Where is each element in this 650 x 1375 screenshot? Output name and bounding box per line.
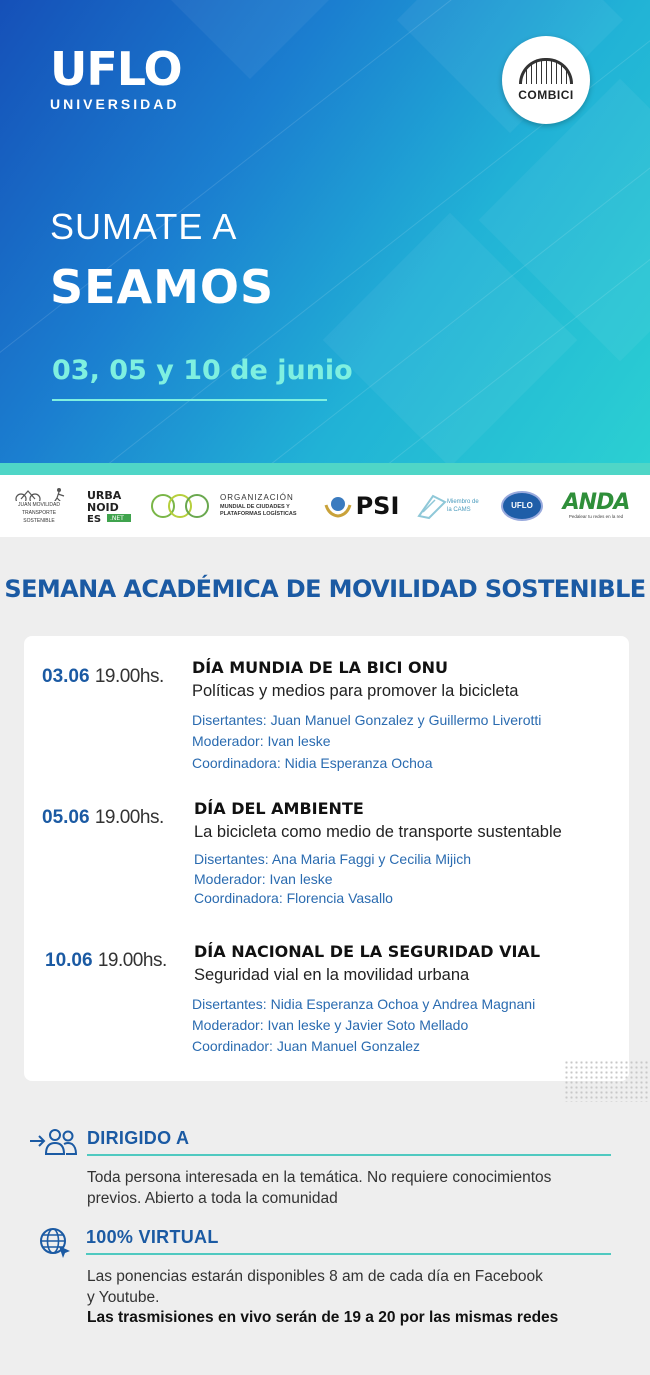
org-mundial-title: ORGANIZACIÓN xyxy=(220,493,294,502)
event-subtitle: Seguridad vial en la movilidad urbana xyxy=(194,966,470,984)
event-moderator: Moderador: Ivan leske xyxy=(194,871,333,887)
anda-text: ANDA xyxy=(562,490,630,515)
event-title: DÍA NACIONAL DE LA SEGURIDAD VIAL xyxy=(194,942,541,961)
event-date xyxy=(42,807,164,829)
hero-line-1: SUMATE A xyxy=(50,206,238,247)
rings-logo xyxy=(146,487,214,525)
combici-badge xyxy=(502,36,590,124)
globe-cursor-icon xyxy=(38,1226,72,1260)
uflo-small-text: UFLO xyxy=(501,491,543,521)
anda-logo xyxy=(556,487,636,525)
svg-text:ES: ES xyxy=(87,514,102,524)
teal-band xyxy=(0,463,650,475)
audience-heading: DIRIGIDO A xyxy=(87,1128,190,1148)
svg-text:NOID: NOID xyxy=(87,501,119,514)
event-coordinator: Coordinador: Juan Manuel Gonzalez xyxy=(192,1038,421,1054)
audience-rule xyxy=(87,1154,611,1156)
audience-text-2: previos. Abierto a toda la comunidad xyxy=(87,1190,338,1207)
event-subtitle: La bicicleta como medio de transporte sustentable xyxy=(194,823,562,841)
uflo-logo-subtext: UNIVERSIDAD xyxy=(50,96,180,112)
three-rings-icon xyxy=(147,491,213,521)
event-day: 05.06 xyxy=(42,807,90,828)
event-coordinator: Coordinadora: Florencia Vasallo xyxy=(194,890,393,906)
event-coordinator: Coordinadora: Nidia Esperanza Ochoa xyxy=(192,755,433,771)
urbanoides-logo xyxy=(84,487,134,525)
virtual-text-3: Las trasmisiones en vivo serán de 19 a 20 por las mismas redes xyxy=(87,1309,559,1326)
uflo-logo xyxy=(50,42,182,112)
event-day: 03.06 xyxy=(42,666,90,687)
org-mundial-logo xyxy=(220,487,310,525)
hands-globe-icon xyxy=(323,493,353,519)
cams-mark-icon xyxy=(417,492,447,520)
event-title: DÍA DEL AMBIENTE xyxy=(194,799,364,818)
dot-pattern xyxy=(564,1060,650,1102)
people-arrow-icon xyxy=(28,1126,78,1156)
virtual-heading: 100% VIRTUAL xyxy=(86,1227,219,1247)
event-hour: 19.00hs. xyxy=(94,666,164,687)
event-date xyxy=(42,666,164,688)
svg-text:.NET: .NET xyxy=(110,515,124,522)
event-speakers: Disertantes: Nidia Esperanza Ochoa y Andrea Magnani xyxy=(192,996,536,1012)
event-speakers: Disertantes: Juan Manuel Gonzalez y Guillermo Liverotti xyxy=(192,712,542,728)
event-title: DÍA MUNDIA DE LA BICI ONU xyxy=(192,658,449,677)
audience-text-1: Toda persona interesada en la temática. No requiere conocimientos xyxy=(87,1169,552,1186)
cams-text: Miembro de la CAMS xyxy=(447,499,479,513)
virtual-text-1: Las ponencias estarán disponibles 8 am de cada día en Facebook xyxy=(87,1268,543,1285)
hero-line-2: SEAMOS xyxy=(50,260,275,314)
hero-banner xyxy=(0,0,650,463)
virtual-rule xyxy=(86,1253,611,1255)
event-hour: 19.00hs. xyxy=(94,807,164,828)
hero-dates: 03, 05 y 10 de junio xyxy=(52,355,353,386)
event-moderator: Moderador: Ivan leske xyxy=(192,733,331,749)
psi-text: PSI xyxy=(355,492,400,520)
urbanoides-mark xyxy=(85,488,133,524)
section-title: SEMANA ACADÉMICA DE MOVILIDAD SOSTENIBLE xyxy=(4,575,646,603)
event-moderator: Moderador: Ivan leske y Javier Soto Mellado xyxy=(192,1017,469,1033)
juan-movilidad-logo xyxy=(6,487,72,525)
uflo-small-logo xyxy=(500,487,544,525)
event-subtitle: Políticas y medios para promover la bicicleta xyxy=(192,682,519,700)
combici-label: COMBICI xyxy=(518,88,574,102)
anda-tagline: Pedalear tu redes en la red xyxy=(568,514,624,519)
event-speakers: Disertantes: Ana Maria Faggi y Cecilia Mijich xyxy=(194,851,471,867)
svg-text:URBA: URBA xyxy=(87,489,122,502)
event-day: 10.06 xyxy=(45,950,93,971)
psi-logo xyxy=(322,487,400,525)
cyclist-runner-icon xyxy=(9,487,69,501)
bicycle-wheel-icon xyxy=(519,58,573,84)
cams-logo xyxy=(414,487,486,525)
partner-logos xyxy=(0,475,650,537)
event-hour: 19.00hs. xyxy=(97,950,167,971)
juan-movilidad-text: JUAN MOVILIDAD TRANSPORTE SOSTENIBLE xyxy=(18,502,60,524)
events-card xyxy=(24,636,629,1081)
virtual-text-2: y Youtube. xyxy=(87,1289,160,1306)
hero-dates-underline xyxy=(52,399,327,401)
uflo-logo-text: UFLO xyxy=(50,42,182,96)
org-mundial-desc: MUNDIAL DE CIUDADES Y PLATAFORMAS LOGÍSTICAS xyxy=(220,504,297,517)
event-date xyxy=(45,950,167,972)
